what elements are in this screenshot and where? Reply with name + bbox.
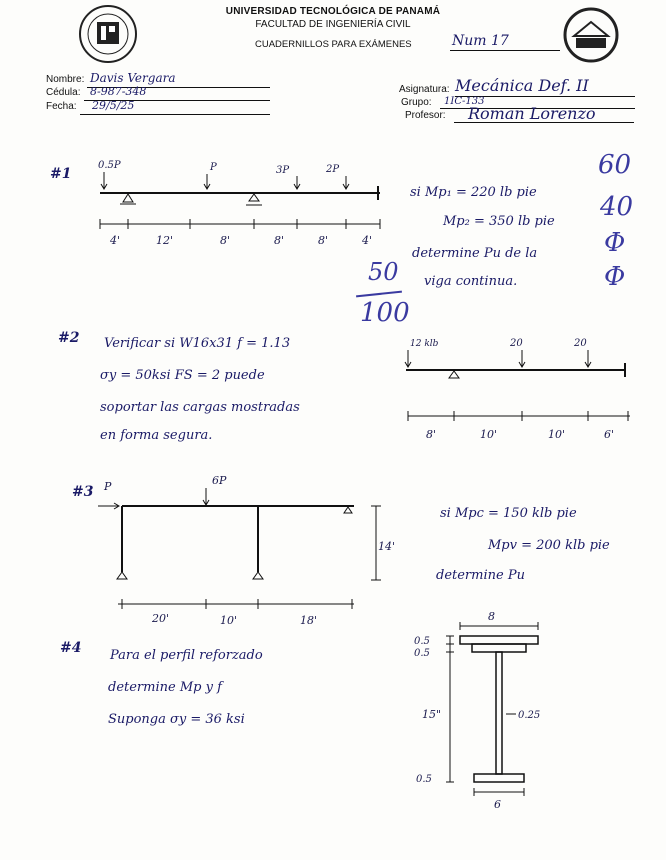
span-label: 18' xyxy=(300,614,318,627)
p1-text-4: viga continua. xyxy=(424,274,518,289)
p1-text-1: si Mp₁ = 220 lb pie xyxy=(410,185,537,200)
span-label: 10' xyxy=(548,428,566,441)
faculty-name: FACULTAD DE INGENIERÍA CIVIL xyxy=(255,19,411,30)
booklet-number: Num 17 xyxy=(452,33,509,49)
load-3P: 3P xyxy=(276,165,290,176)
professor-value: Roman Lorenzo xyxy=(468,104,596,123)
span-label: 8' xyxy=(220,234,231,247)
problem-4-number: #4 xyxy=(60,640,82,656)
flange-thickness: 0.5 xyxy=(414,648,430,659)
pin-support xyxy=(117,572,127,579)
load-P: P xyxy=(210,162,217,173)
p3-text-2: Mpv = 200 klb pie xyxy=(488,538,610,553)
problem-4-section-diagram xyxy=(408,606,558,814)
grade-p1: 60 xyxy=(598,150,632,180)
pin-support xyxy=(449,371,459,378)
professor-label: Profesor: xyxy=(405,110,446,121)
bottom-flange-width: 6 xyxy=(494,798,501,811)
problem-2-number: #2 xyxy=(58,330,80,346)
p2-text-4: en forma segura. xyxy=(100,428,213,443)
span-label: 10' xyxy=(220,614,238,627)
span-label: 8' xyxy=(318,234,329,247)
p2-text-3: soportar las cargas mostradas xyxy=(100,400,300,415)
score-fraction-bar xyxy=(356,291,402,298)
grade-p4: Φ xyxy=(604,262,626,292)
total-max: 100 xyxy=(360,298,410,328)
load-0.5P: 0.5P xyxy=(98,160,121,171)
name-value: Davis Vergara xyxy=(90,71,176,85)
pin-support xyxy=(253,572,263,579)
id-label: Cédula: xyxy=(46,87,81,98)
p4-text-3: Suponga σy = 36 ksi xyxy=(108,712,245,727)
load-12klb: 12 klb xyxy=(410,339,439,349)
roller-support xyxy=(249,194,259,201)
grade-p2: 40 xyxy=(600,192,634,222)
p4-text-1: Para el perfil reforzado xyxy=(110,648,263,663)
group-value: 1IC-133 xyxy=(444,96,485,107)
problem-1-number: #1 xyxy=(50,166,72,182)
p3-text-3: determine Pu xyxy=(436,568,525,583)
span-label: 8' xyxy=(274,234,285,247)
problem-1-beam-diagram xyxy=(90,158,390,256)
subject-label: Asignatura: xyxy=(399,84,450,95)
cover-thickness: 0.5 xyxy=(414,636,430,647)
p1-text-3: determine Pu de la xyxy=(412,246,538,261)
id-value: 8-987-348 xyxy=(90,85,147,98)
p2-text-1: Verificar si W16x31 f = 1.13 xyxy=(104,336,291,351)
p3-text-1: si Mpc = 150 klb pie xyxy=(440,506,577,521)
university-name: UNIVERSIDAD TECNOLÓGICA DE PANAMÁ xyxy=(225,6,441,17)
load-6P: 6P xyxy=(212,474,227,487)
span-label: 4' xyxy=(110,234,121,247)
date-label: Fecha: xyxy=(46,101,77,112)
p4-text-2: determine Mp y f xyxy=(108,680,222,695)
bottom-flange xyxy=(474,774,524,782)
group-label: Grupo: xyxy=(401,97,432,108)
p1-text-2: Mp₂ = 350 lb pie xyxy=(443,214,555,229)
web xyxy=(496,652,502,774)
top-flange xyxy=(472,644,526,652)
total-score: 50 xyxy=(368,258,399,286)
professor-line xyxy=(454,122,634,123)
span-label: 6' xyxy=(604,428,615,441)
problem-3-number: #3 xyxy=(72,484,94,500)
cover-plate xyxy=(460,636,538,644)
bottom-flange-thickness: 0.5 xyxy=(416,774,432,785)
span-label: 12' xyxy=(156,234,174,247)
pin-support xyxy=(123,194,133,202)
load-2P: 2P xyxy=(326,164,340,175)
load-20b: 20 xyxy=(574,338,587,349)
civil-logo xyxy=(562,6,620,64)
booklet-title: CUADERNILLOS PARA EXÁMENES xyxy=(255,39,412,50)
height-label: 14' xyxy=(378,540,396,553)
roller-support xyxy=(344,507,352,513)
span-label: 10' xyxy=(480,428,498,441)
flange-width-top: 8 xyxy=(488,610,495,623)
web-height: 15" xyxy=(422,708,442,721)
span-label: 20' xyxy=(152,612,170,625)
load-20a: 20 xyxy=(510,338,523,349)
date-value: 29/5/25 xyxy=(92,99,135,112)
grade-p3: Φ xyxy=(604,228,626,258)
web-thickness: 0.25 xyxy=(518,710,541,721)
span-label: 4' xyxy=(362,234,373,247)
problem-2-beam-diagram xyxy=(398,334,638,446)
load-P: P xyxy=(104,480,112,493)
p2-text-2: σy = 50ksi FS = 2 puede xyxy=(100,368,265,383)
span-label: 8' xyxy=(426,428,437,441)
date-line xyxy=(80,114,270,115)
problem-3-frame-diagram xyxy=(96,466,396,630)
number-underline xyxy=(450,50,560,51)
subject-value: Mecánica Def. II xyxy=(455,76,589,95)
name-label: Nombre: xyxy=(46,74,85,85)
